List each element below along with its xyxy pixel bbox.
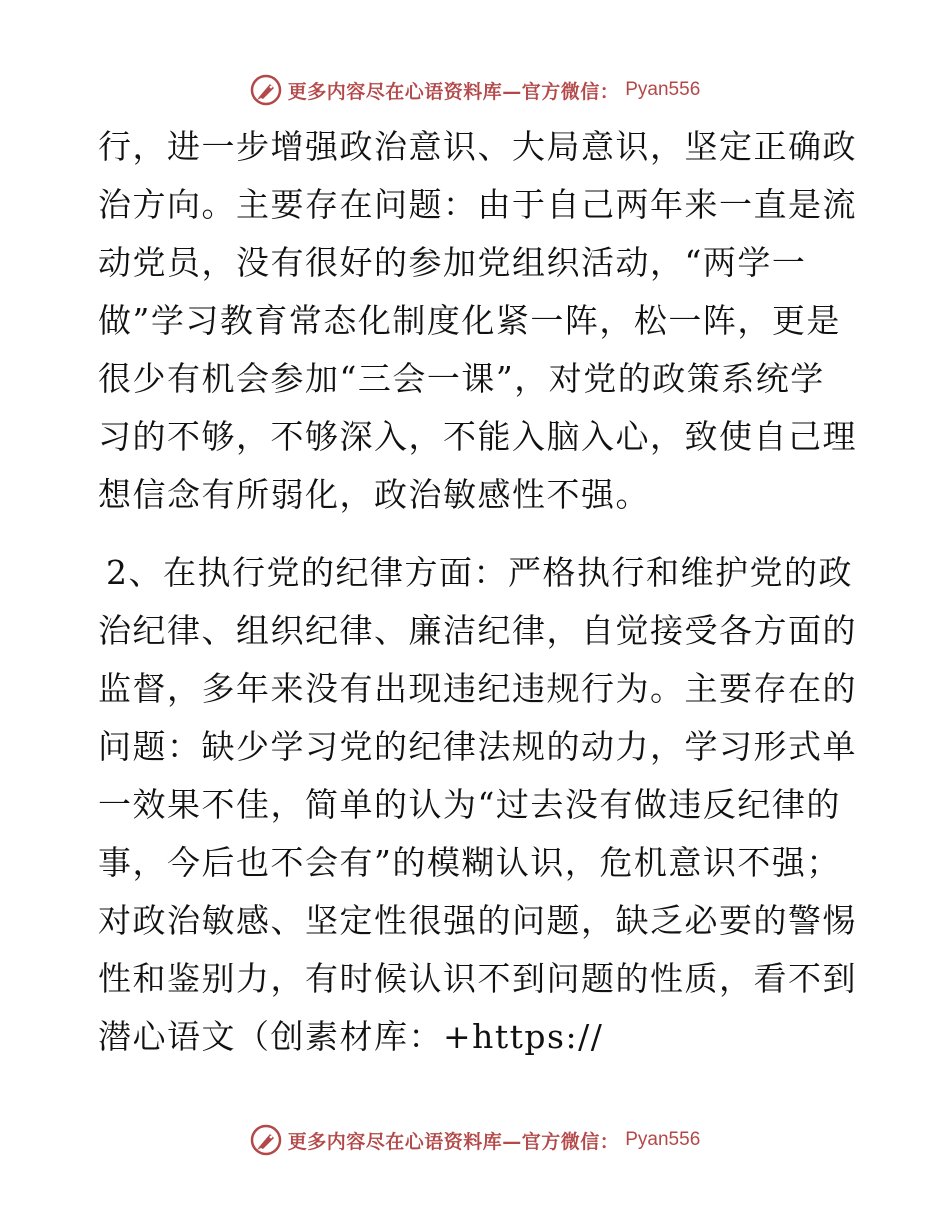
footer-banner-text: 更多内容尽在心语资料库—官方微信： xyxy=(287,1130,620,1153)
document-body xyxy=(98,118,858,1066)
paragraph-2: 2、在执行党的纪律方面：严格执行和维护党的政治纪律、组织纪律、廉洁纪律，自觉接受各方面的监督，多年来没有出现违纪违规行为。主要存在的问题：缺少学习党的纪律法规的动力，学习形式单一效果不佳，简单的认为“过去没有做违反纪律的事，今后也不会有”的模糊认识，危机意识不强；对政治敏感、坚定性很强的问题，缺乏必要的警惕性和鉴别力，有时候认识不到问题的性质，看不到潜心语文（创素材库：+https:// xyxy=(98,553,857,1056)
paragraph-1: 行，进一步增强政治意识、大局意识，坚定正确政治方向。主要存在问题：由于自己两年来一直是流动党员，没有很好的参加党组织活动，“两学一做”学习教育常态化制度化紧一阵，松一阵，更是很少有机会参加“三会一课”，对党的政策系统学习的不够，不够深入，不能入脑入心，致使自己理想信念有所弱化，政治敏感性不强。 xyxy=(98,127,857,514)
header-watermark-banner xyxy=(0,68,950,112)
pen-nib-logo-icon xyxy=(250,1124,282,1156)
footer-banner-wechat-id: Pyan556 xyxy=(625,1129,701,1150)
pen-nib-logo-icon xyxy=(250,74,282,106)
header-banner-text: 更多内容尽在心语资料库—官方微信： xyxy=(287,80,620,103)
footer-watermark-banner xyxy=(0,1118,950,1162)
header-banner-wechat-id: Pyan556 xyxy=(625,79,701,100)
